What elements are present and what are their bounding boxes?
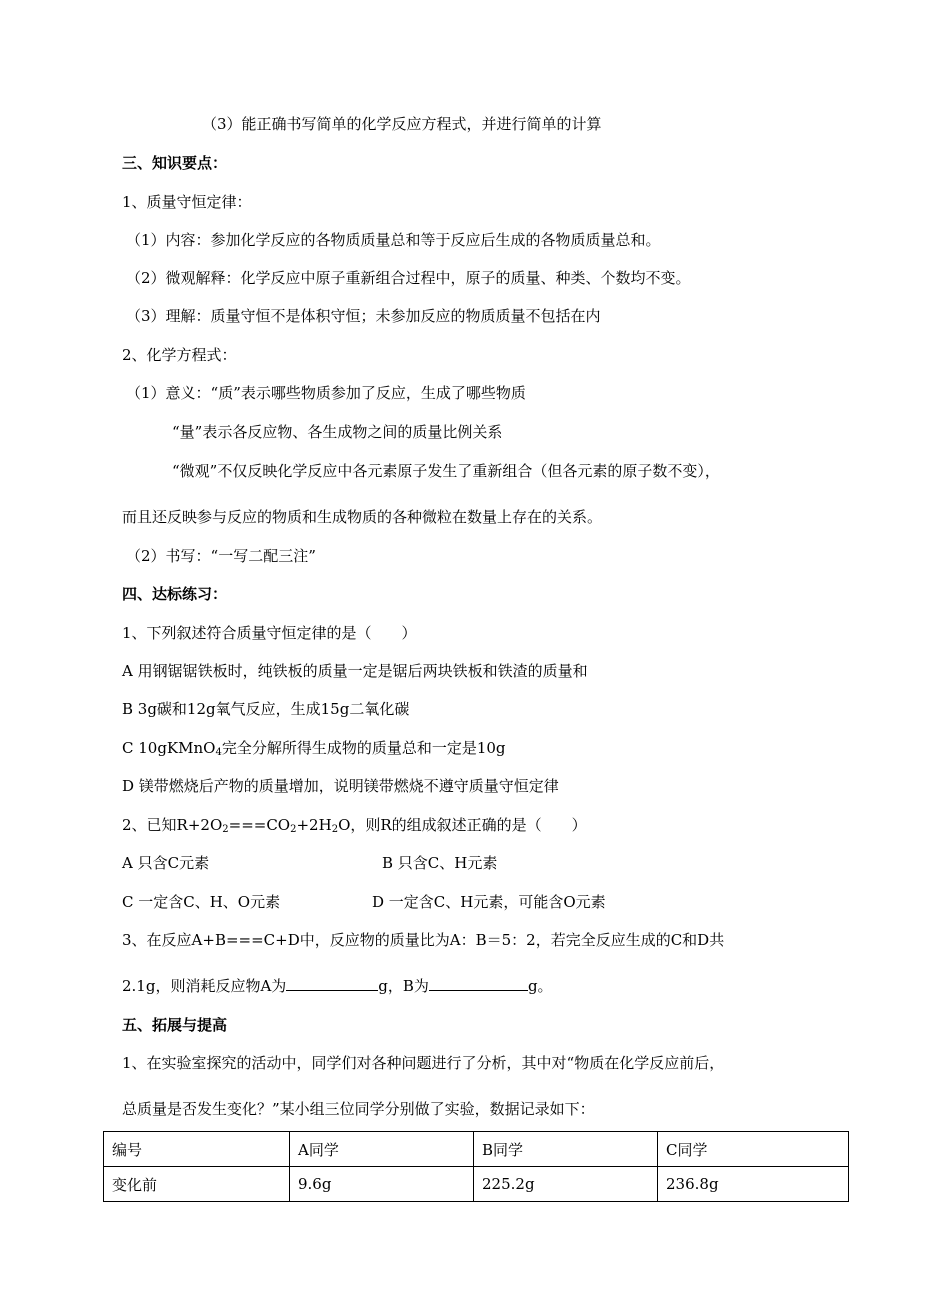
q3-line2-mid: g，B为 — [378, 977, 429, 995]
q2-option-d: D 一定含C、H元素，可能含O元素 — [372, 893, 606, 911]
section4-heading: 四、达标练习： — [122, 585, 228, 603]
table-cell: 225.2g — [474, 1167, 658, 1202]
q1-option-d: D 镁带燃烧后产物的质量增加，说明镁带燃烧不遵守质量守恒定律 — [122, 777, 559, 795]
item1-title: 1、质量守恒定律： — [122, 193, 252, 211]
item2-writing: （2）书写：“一写二配三注” — [126, 547, 316, 565]
item1-micro: （2）微观解释：化学反应中原子重新组合过程中，原子的质量、种类、个数均不变。 — [126, 269, 691, 287]
table-row — [104, 1167, 849, 1202]
q2-stem-mid: ===CO — [228, 816, 291, 834]
q2-sub-co2: 2 — [290, 824, 297, 835]
q2-option-c: C 一定含C、H、O元素 — [122, 893, 281, 911]
item2-micro-b: 而且还反映参与反应的物质和生成物质的各种微粒在数量上存在的关系。 — [122, 508, 603, 526]
item2-title: 2、化学方程式： — [122, 346, 237, 364]
objective-line: （3）能正确书写简单的化学反应方程式，并进行简单的计算 — [202, 115, 602, 133]
q2-sub-h2o: 2 — [331, 824, 339, 835]
q2-stem — [122, 815, 587, 835]
q2-sub-o2: 2 — [222, 824, 229, 835]
section5-heading: 五、拓展与提高 — [122, 1016, 228, 1034]
s5-q1-line1: 1、在实验室探究的活动中，同学们对各种问题进行了分析，其中对“物质在化学反应前后， — [122, 1054, 725, 1072]
q3-line2-post: g。 — [527, 977, 553, 995]
q1-option-c-sub: 4 — [215, 747, 222, 758]
item1-content: （1）内容：参加化学反应的各物质质量总和等于反应后生成的各物质质量总和。 — [126, 231, 661, 249]
q2-stem-mid2: +2H — [296, 816, 332, 834]
q1-option-b: B 3g碳和12g氧气反应，生成15g二氧化碳 — [122, 700, 410, 718]
item2-quantity: “量”表示各反应物、各生成物之间的质量比例关系 — [172, 423, 503, 441]
q3-line1: 3、在反应A+B===C+D中，反应物的质量比为A：B＝5：2，若完全反应生成的C和D共 — [122, 931, 725, 949]
q3-blank-b[interactable] — [429, 976, 528, 991]
q1-option-a: A 用钢锯锯铁板时，纯铁板的质量一定是锯后两块铁板和铁渣的质量和 — [122, 662, 588, 680]
q1-stem: 1、下列叙述符合质量守恒定律的是（ ） — [122, 624, 417, 642]
q1-option-c-post: 完全分解所得生成物的质量总和一定是10g — [221, 739, 506, 757]
q3-line2-pre: 2.1g，则消耗反应物A为 — [122, 977, 287, 995]
q2-stem-post: O，则R的组成叙述正确的是（ ） — [338, 816, 587, 834]
item2-micro-a: “微观”不仅反映化学反应中各元素原子发生了重新组合（但各元素的原子数不变）， — [172, 462, 720, 480]
data-table — [103, 1131, 849, 1202]
q2-option-a: A 只含C元素 — [122, 854, 210, 872]
table-header-cell: A同学 — [290, 1132, 474, 1167]
q1-option-c-pre: C 10gKMnO — [122, 739, 216, 757]
table-header-cell: B同学 — [474, 1132, 658, 1167]
table-header-cell: 编号 — [104, 1132, 290, 1167]
table-cell: 9.6g — [290, 1167, 474, 1202]
table-header-row — [104, 1132, 849, 1167]
table-cell: 变化前 — [104, 1167, 290, 1202]
q2-stem-pre: 2、已知R+2O — [122, 816, 223, 834]
q3-line2 — [122, 976, 553, 996]
q1-option-c — [122, 738, 506, 758]
section3-heading: 三、知识要点： — [122, 154, 228, 172]
table-cell: 236.8g — [658, 1167, 849, 1202]
item2-meaning: （1）意义：“质”表示哪些物质参加了反应，生成了哪些物质 — [126, 384, 526, 402]
q2-option-b: B 只含C、H元素 — [382, 854, 498, 872]
q3-blank-a[interactable] — [286, 976, 378, 991]
s5-q1-line2: 总质量是否发生变化？”某小组三位同学分别做了实验，数据记录如下： — [122, 1100, 595, 1118]
table-header-cell: C同学 — [658, 1132, 849, 1167]
item1-understanding: （3）理解：质量守恒不是体积守恒；未参加反应的物质质量不包括在内 — [126, 307, 601, 325]
